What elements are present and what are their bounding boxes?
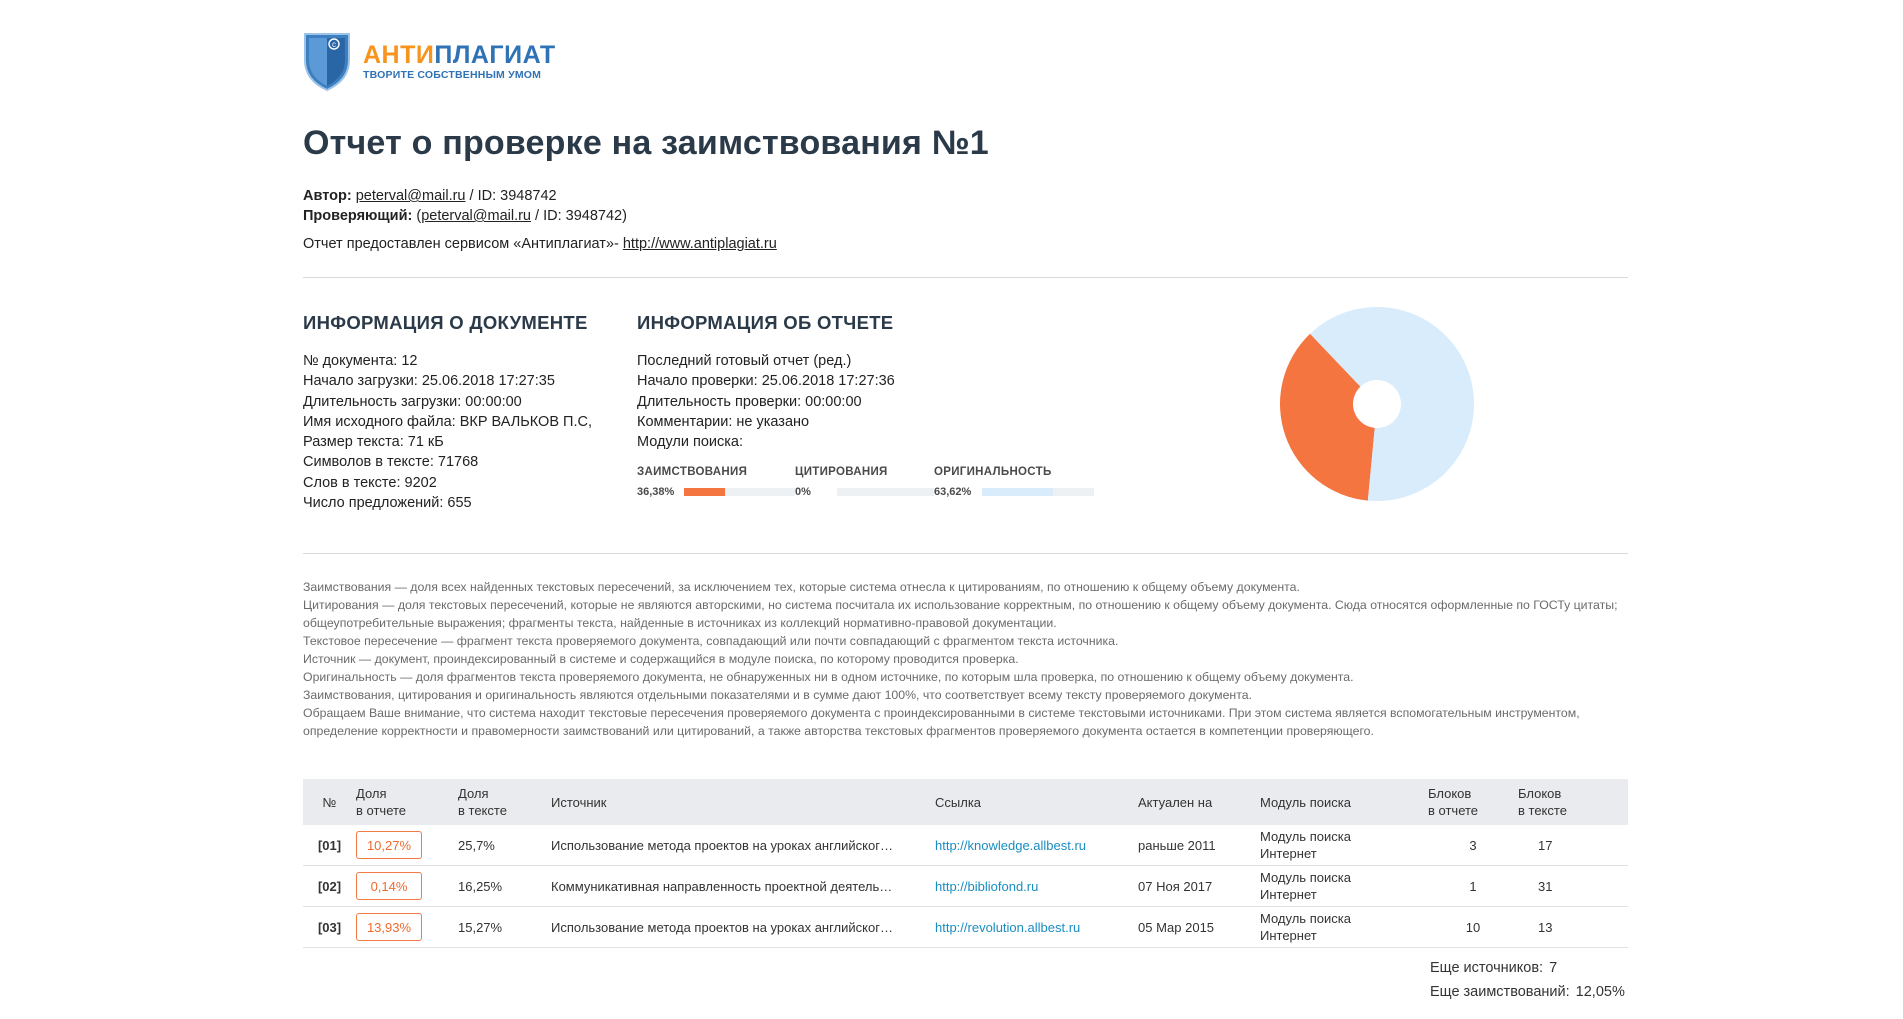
definition-note: Оригинальность — доля фрагментов текста проверяемого документа, не обнаруженных ни в одном источнике, по которым шла проверка, по отношению к общему объему документа. xyxy=(303,670,1354,684)
document-info-lines xyxy=(303,351,592,513)
row-num: [02] xyxy=(303,866,356,907)
row-module: Модуль поиска Интернет xyxy=(1260,907,1428,948)
report-info-line: Комментарии: не указано xyxy=(637,413,810,430)
shield-logo-icon xyxy=(303,30,351,92)
divider xyxy=(303,277,1628,278)
row-blocks-report: 3 xyxy=(1428,825,1518,866)
row-blocks-text: 17 xyxy=(1518,825,1628,866)
brand-name: АНТИПЛАГИАТ xyxy=(363,41,556,69)
definition-note: Источник — документ, проиндексированный в системе и содержащийся в модуле поиска, по которому проводится проверка. xyxy=(303,652,1019,666)
row-num: [01] xyxy=(303,825,356,866)
row-share-text: 25,7% xyxy=(458,825,551,866)
reviewer-email-link[interactable]: peterval@mail.ru xyxy=(421,208,531,224)
share-report-badge: 0,14% xyxy=(356,872,422,900)
svg-text:c: c xyxy=(332,40,336,49)
col-blocks-report: Блоков в отчете xyxy=(1428,786,1479,818)
sources-table xyxy=(303,779,1628,948)
document-info-line: Начало загрузки: 25.06.2018 17:27:35 xyxy=(303,373,555,390)
service-url-link[interactable]: http://www.antiplagiat.ru xyxy=(622,236,777,252)
more-borrow-label: Еще заимствований: xyxy=(1430,984,1570,1000)
col-actual: Актуален на xyxy=(1138,794,1213,810)
report-info-line: Последний готовый отчет (ред.) xyxy=(637,353,852,369)
col-share-text: Доля в тексте xyxy=(458,786,507,818)
col-source: Источник xyxy=(551,794,607,810)
stat-label: ОРИГИНАЛЬНОСТЬ xyxy=(934,466,1052,478)
row-actual: 05 Мар 2015 xyxy=(1138,907,1260,948)
row-share-text: 16,25% xyxy=(458,866,551,907)
row-module: Модуль поиска Интернет xyxy=(1260,866,1428,907)
reviewer-line: Проверяющий: (peterval@mail.ru / ID: 3948742) xyxy=(303,208,627,224)
document-info-line: Число предложений: 655 xyxy=(303,495,472,512)
row-share-text: 15,27% xyxy=(458,907,551,948)
pie-chart xyxy=(1280,307,1474,501)
row-source[interactable]: Коммуникативная направленность проектной деятель… xyxy=(551,866,935,907)
stat-value: 63,62% xyxy=(934,486,972,498)
document-info-line: Символов в тексте: 71768 xyxy=(303,454,479,471)
report-info-title: ИНФОРМАЦИЯ ОБ ОТЧЕТЕ xyxy=(637,312,894,333)
col-num: № xyxy=(322,794,337,810)
stat-value: 0% xyxy=(795,486,811,498)
row-share-report-cell xyxy=(356,907,458,948)
stat-bar-fill xyxy=(684,488,724,496)
row-module: Модуль поиска Интернет xyxy=(1260,825,1428,866)
report-info-line: Модули поиска: xyxy=(637,434,743,451)
report-info-line: Начало проверки: 25.06.2018 17:27:36 xyxy=(637,373,895,390)
definition-note: Заимствования — доля всех найденных текстовых пересечений, за исключением тех, которые система отнесла к цитированиям, по отношению к общему объему документа. xyxy=(303,580,1300,594)
report-info-lines xyxy=(637,351,895,452)
report-info xyxy=(637,312,895,452)
document-info-title: ИНФОРМАЦИЯ О ДОКУМЕНТЕ xyxy=(303,312,588,333)
row-source[interactable]: Использование метода проектов на уроках английског… xyxy=(551,907,935,948)
page-title: Отчет о проверке на заимствования №1 xyxy=(303,124,989,162)
document-info-line: Слов в тексте: 9202 xyxy=(303,474,437,491)
row-blocks-text: 31 xyxy=(1518,866,1628,907)
report-info-line: Длительность проверки: 00:00:00 xyxy=(637,393,862,410)
col-module: Модуль поиска xyxy=(1260,794,1351,810)
col-share-report: Доля в отчете xyxy=(356,786,407,818)
row-blocks-report: 10 xyxy=(1428,907,1518,948)
document-info-line: № документа: 12 xyxy=(303,353,418,369)
table-header-row xyxy=(303,779,1628,825)
definition-note: Заимствования, цитирования и оригинальность являются отдельными показателями и в сумме дают 100%, что соответствует всему тексту проверяемого документа. xyxy=(303,688,1252,702)
antiplagiat-logo[interactable] xyxy=(303,30,556,92)
author-line: Автор: peterval@mail.ru / ID: 3948742 xyxy=(303,188,557,204)
pie-center-hole xyxy=(1353,380,1401,428)
stat-block xyxy=(637,466,795,498)
stat-bar-track xyxy=(684,488,795,496)
table-row[interactable] xyxy=(303,866,1628,907)
stat-bar-track xyxy=(982,488,1094,496)
row-link[interactable]: http://revolution.allbest.ru xyxy=(935,919,1081,935)
author-email-link[interactable]: peterval@mail.ru xyxy=(355,188,466,204)
definition-note: Текстовое пересечение — фрагмент текста проверяемого документа, совпадающий или почти совпадающий с фрагментом текста источника. xyxy=(303,634,1119,648)
more-borrow-value: 12,05% xyxy=(1575,984,1625,1000)
row-share-report-cell xyxy=(356,825,458,866)
col-blocks-text: Блоков в тексте xyxy=(1518,786,1567,818)
more-sources-value: 7 xyxy=(1549,960,1558,976)
table-row[interactable] xyxy=(303,907,1628,948)
row-link[interactable]: http://knowledge.allbest.ru xyxy=(935,837,1087,853)
row-blocks-report: 1 xyxy=(1428,866,1518,907)
stat-label: ЦИТИРОВАНИЯ xyxy=(795,466,888,478)
divider xyxy=(303,553,1628,554)
document-info-line: Размер текста: 71 кБ xyxy=(303,434,444,451)
stat-block xyxy=(795,466,934,498)
row-blocks-text: 13 xyxy=(1518,907,1628,948)
row-share-report-cell xyxy=(356,866,458,907)
col-link: Ссылка xyxy=(935,794,982,810)
definition-note: Цитирования — доля текстовых пересечений, которые не являются авторскими, но система посчитала их использование корректным, по отношению к общему объему документа. Сюда относятся оформленные по ГОСТу цитаты; общеупотребительные выражения; фрагменты текста, найденные в источниках из коллекций нормативно-правовой документации. xyxy=(303,598,1618,630)
share-report-badge: 10,27% xyxy=(356,831,422,859)
report-meta xyxy=(303,186,627,226)
row-link-cell xyxy=(935,907,1138,948)
table-row[interactable] xyxy=(303,825,1628,866)
brand-tagline: ТВОРИТЕ СОБСТВЕННЫМ УМОМ xyxy=(363,69,542,81)
row-actual: раньше 2011 xyxy=(1138,825,1260,866)
row-link[interactable]: http://bibliofond.ru xyxy=(935,878,1039,894)
more-summary xyxy=(1430,956,1625,1004)
stat-bar-track xyxy=(837,488,934,496)
service-line: Отчет предоставлен сервисом «Антиплагиат»- http://www.antiplagiat.ru xyxy=(303,236,777,252)
row-link-cell xyxy=(935,866,1138,907)
definition-note: Обращаем Ваше внимание, что система находит текстовые пересечения проверяемого документа с проиндексированными в системе текстовыми источниками. При этом система является вспомогательным инструментом, определение корректности и правомерности заимствований или цитирований, а также авторства текстовых фрагментов проверяемого документа остается в компетенции проверяющего. xyxy=(303,706,1580,738)
document-info-line: Имя исходного файла: ВКР ВАЛЬКОВ П.С, xyxy=(303,413,592,430)
row-link-cell xyxy=(935,825,1138,866)
stat-bar-fill xyxy=(982,488,1053,496)
stats-bars xyxy=(637,466,1094,498)
row-num: [03] xyxy=(303,907,356,948)
stat-value: 36,38% xyxy=(637,486,675,498)
document-info-line: Длительность загрузки: 00:00:00 xyxy=(303,393,522,410)
share-report-badge: 13,93% xyxy=(356,913,422,941)
document-info xyxy=(303,312,592,513)
row-actual: 07 Ноя 2017 xyxy=(1138,866,1260,907)
definitions-notes xyxy=(303,578,1628,740)
row-source[interactable]: Использование метода проектов на уроках английског… xyxy=(551,825,935,866)
stat-label: ЗАИМСТВОВАНИЯ xyxy=(637,466,748,478)
more-sources-label: Еще источников: xyxy=(1430,960,1544,976)
stat-block xyxy=(934,466,1094,498)
